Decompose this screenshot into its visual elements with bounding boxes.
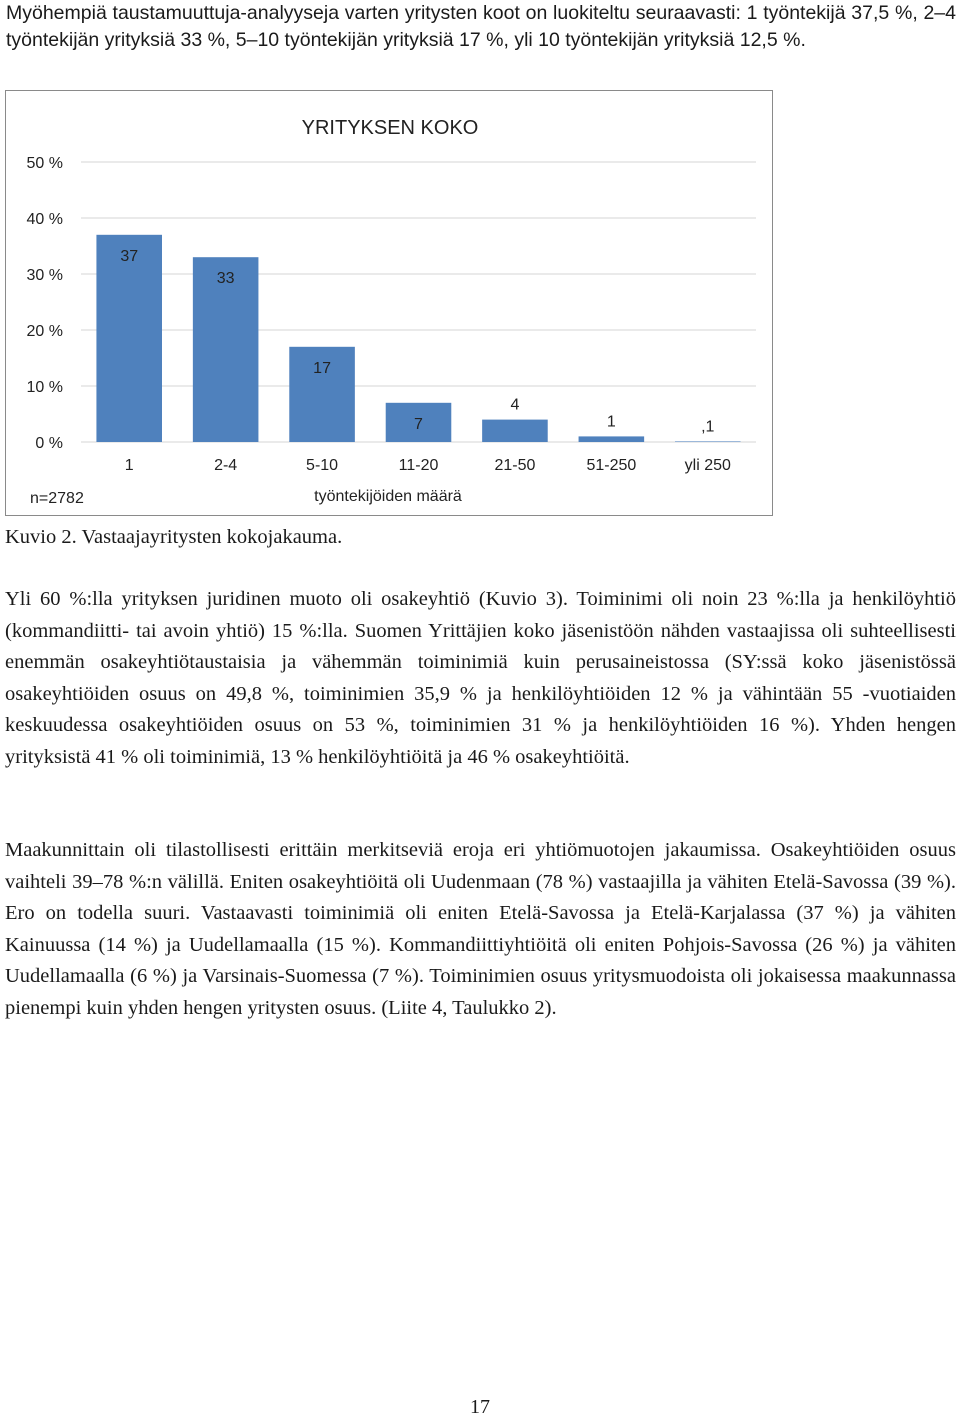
x-axis-label: työntekijöiden määrä: [314, 488, 462, 505]
figure-caption: Kuvio 2. Vastaajayritysten kokojakauma.: [5, 526, 343, 548]
x-tick-label: 5-10: [306, 457, 339, 474]
chart-canvas: [6, 91, 772, 515]
bar-21-50: [482, 420, 548, 442]
chart-title: YRITYKSEN KOKO: [301, 117, 479, 139]
y-tick-label: 50 %: [26, 155, 63, 172]
intro-paragraph: Myöhempiä taustamuuttuja-analyyseja varten yritysten koot on luokiteltu seuraavasti: 1 työntekijä 37,5 %, 2–4 työntekijän yrityksiä 33 %, 5–10 työntekijän yrityksiä 17 %, yli 10 työntekijän yrityksiä 12,5 %.: [6, 2, 956, 51]
x-tick-label: 11-20: [398, 457, 439, 474]
x-tick-label: yli 250: [684, 457, 731, 474]
x-tick-label: 1: [124, 457, 134, 474]
paragraph-legal-form: Yli 60 %:lla yrityksen juridinen muoto oli osakeyhtiö (Kuvio 3). Toiminimi oli noin 23 %:lla ja henkilöyhtiö (kommandiitti- tai avoin yhtiö) 15 %:lla. Suomen Yrittäjien koko jäsenistöön nähden vastaajissa oli suhteellisesti enemmän osakeyhtiötaustaisia ja vähemmän toiminimiä kuin perusaineistossa (SY:ssä koko jäsenistössä osakeyhtiöiden osuus on 49,8 %, toiminimien 35,9 % ja henkilöyhtiöiden 12 % ja vähintään 55 -vuotiaiden keskuudessa osakeyhtiöiden osuus on 53 %, toiminimien 31 % ja henkilöyhtiöiden 16 %). Yhden hengen yrityksistä 41 % oli toiminimiä, 13 % henkilöyhtiöitä ja 46 % osakeyhtiöitä.: [5, 588, 956, 768]
x-tick-label: 51-250: [586, 457, 637, 474]
bar-chart: [5, 90, 773, 516]
bar-51-250: [579, 436, 645, 442]
x-tick-label: 2-4: [214, 457, 238, 474]
data-label: 37: [120, 247, 139, 265]
y-tick-label: 40 %: [26, 211, 63, 228]
x-tick-label: 21-50: [494, 457, 536, 474]
data-label: ,1: [701, 418, 715, 436]
bar-1: [96, 235, 162, 442]
data-label: 7: [414, 415, 423, 433]
data-label: 4: [510, 396, 520, 414]
y-tick-label: 20 %: [26, 323, 63, 340]
data-label: 17: [313, 359, 331, 377]
y-tick-label: 30 %: [26, 267, 63, 284]
y-tick-label: 10 %: [26, 379, 63, 396]
y-tick-label: 0 %: [35, 435, 63, 452]
data-label: 33: [216, 270, 235, 288]
bar-yli 250: [675, 441, 741, 442]
data-label: 1: [606, 413, 616, 431]
paragraph-regional: Maakunnittain oli tilastollisesti erittäin merkitseviä eroja eri yhtiömuotojen jakaumissa. Osakeyhtiöiden osuus vaihteli 39–78 %:n välillä. Eniten osakeyhtiöitä oli Uudenmaan (78 %) vastaajilla ja vähiten Etelä-Savossa (39 %). Ero on todella suuri. Vastaavasti toiminimiä oli eniten Etelä-Savossa ja Etelä-Karjalassa (37 %) ja vähiten Kainuussa (14 %) ja Uudellamaalla (15 %). Kommandiittiyhtiöitä oli eniten Pohjois-Savossa (26 %) ja vähiten Uudellamaalla (6 %) ja Varsinais-Suomessa (7 %). Toiminimien osuus yritysmuodoista oli jokaisessa maakunnassa pienempi kuin yhden hengen yritysten osuus. (Liite 4, Taulukko 2).: [5, 839, 956, 1019]
sample-size-note: n=2782: [30, 490, 84, 507]
page-number: 17: [470, 1396, 490, 1418]
